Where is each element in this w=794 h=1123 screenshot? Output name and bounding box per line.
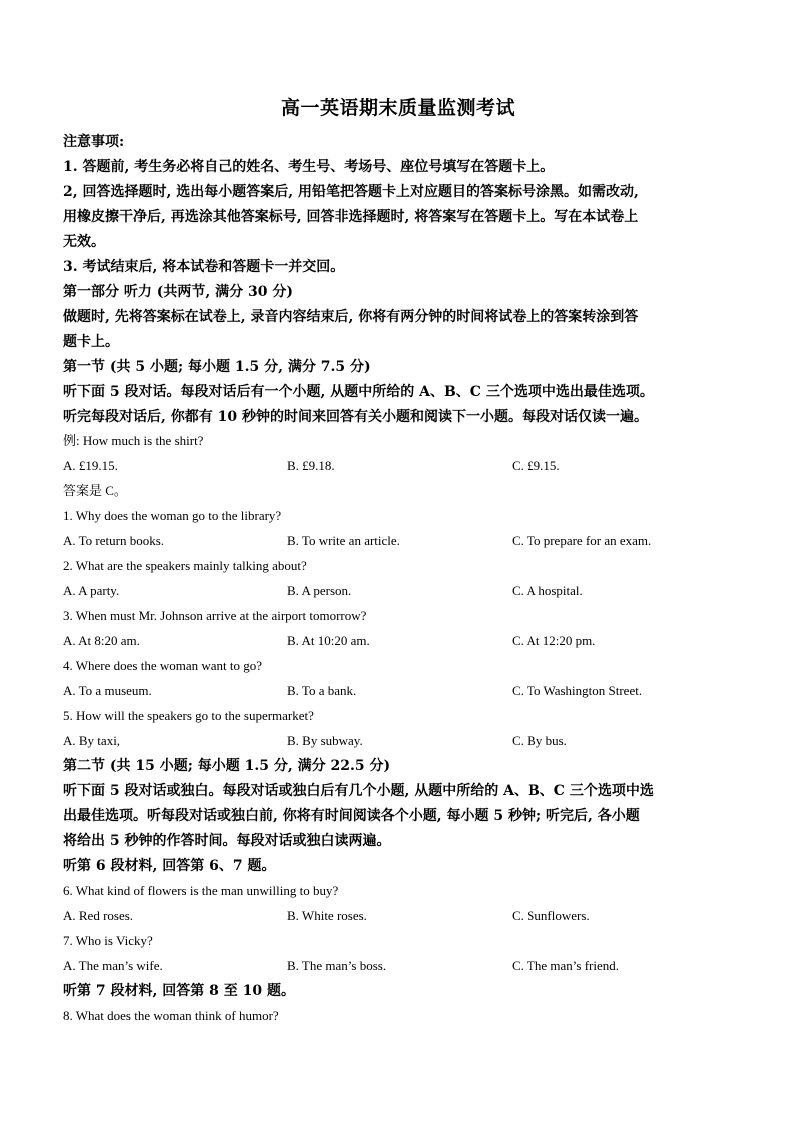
q5-option-a: A. By taxi, — [63, 733, 121, 748]
question-5: 5. How will the speakers go to the supermarket? — [63, 708, 314, 723]
question-1: 1. Why does the woman go to the library? — [63, 508, 282, 523]
q6-option-c: C. Sunflowers. — [512, 908, 590, 923]
q3-option-a: A. At 8:20 am. — [63, 633, 140, 648]
q7-option-c: C. The man’s friend. — [512, 958, 619, 973]
question-7: 7. Who is Vicky? — [63, 933, 153, 948]
q5-option-b: B. By subway. — [287, 733, 363, 748]
q2-option-c: C. A hospital. — [512, 583, 583, 598]
note-item-3: 3. 考试结束后, 将本试卷和答题卡一并交回。 — [63, 259, 345, 275]
example-option-c: C. £9.15. — [512, 458, 560, 473]
q1-option-c: C. To prepare for an exam. — [512, 533, 652, 548]
part1-intro-line-2: 题卡上。 — [63, 334, 119, 350]
q2-option-b: B. A person. — [287, 583, 352, 598]
q4-option-a: A. To a museum. — [63, 683, 152, 698]
material-7-heading: 听第 7 段材料, 回答第 8 至 10 题。 — [63, 983, 295, 999]
question-4: 4. Where does the woman want to go? — [63, 658, 263, 673]
page-title: 高一英语期末质量监测考试 — [280, 97, 515, 119]
part1-heading: 第一部分 听力 (共两节, 满分 30 分) — [63, 284, 293, 300]
example-answer: 答案是 C。 — [63, 483, 127, 498]
q5-option-c: C. By bus. — [512, 733, 567, 748]
note-item-1: 1. 答题前, 考生务必将自己的姓名、考生号、考场号、座位号填写在答题卡上。 — [63, 159, 555, 175]
question-8: 8. What does the woman think of humor? — [63, 1008, 279, 1023]
section1-instruction-line-1: 听下面 5 段对话。每段对话后有一个小题, 从题中所给的 A、B、C 三个选项中选出最佳选项。 — [63, 384, 654, 400]
part1-intro-line-1: 做题时, 先将答案标在试卷上, 录音内容结束后, 你将有两分钟的时间将试卷上的答案转涂到答 — [63, 309, 639, 325]
notes-heading: 注意事项: — [63, 134, 125, 150]
example-question: 例: How much is the shirt? — [63, 433, 204, 448]
note-item-2-line-2: 用橡皮擦干净后, 再选涂其他答案标号, 回答非选择题时, 将答案写在答题卡上。写在本试卷上 — [63, 209, 639, 225]
question-6: 6. What kind of flowers is the man unwilling to buy? — [63, 883, 339, 898]
section2-heading: 第二节 (共 15 小题; 每小题 1.5 分, 满分 22.5 分) — [63, 758, 391, 774]
section1-heading: 第一节 (共 5 小题; 每小题 1.5 分, 满分 7.5 分) — [63, 359, 371, 375]
section2-instruction-line-3: 将给出 5 秒钟的作答时间。每段对话或独白读两遍。 — [63, 833, 391, 849]
q3-option-c: C. At 12:20 pm. — [512, 633, 596, 648]
q2-option-a: A. A party. — [63, 583, 120, 598]
material-6-heading: 听第 6 段材料, 回答第 6、7 题。 — [63, 858, 276, 874]
question-2: 2. What are the speakers mainly talking about? — [63, 558, 307, 573]
q7-option-b: B. The man’s boss. — [287, 958, 387, 973]
example-option-b: B. £9.18. — [287, 458, 335, 473]
q1-option-a: A. To return books. — [63, 533, 165, 548]
section2-instruction-line-1: 听下面 5 段对话或独白。每段对话或独白后有几个小题, 从题中所给的 A、B、C 三个选项中选 — [63, 783, 654, 799]
note-item-2-line-1: 2, 回答选择题时, 选出每小题答案后, 用铅笔把答题卡上对应题目的答案标号涂黑。如需改动, — [63, 184, 639, 200]
question-3: 3. When must Mr. Johnson arrive at the airport tomorrow? — [63, 608, 367, 623]
q4-option-b: B. To a bank. — [287, 683, 357, 698]
q6-option-b: B. White roses. — [287, 908, 367, 923]
section2-instruction-line-2: 出最佳选项。听每段对话或独白前, 你将有时间阅读各个小题, 每小题 5 秒钟; 听完后, 各小题 — [63, 808, 640, 824]
q1-option-b: B. To write an article. — [287, 533, 400, 548]
q4-option-c: C. To Washington Street. — [512, 683, 643, 698]
example-option-a: A. £19.15. — [63, 458, 118, 473]
note-item-2-line-3: 无效。 — [63, 234, 105, 250]
q3-option-b: B. At 10:20 am. — [287, 633, 370, 648]
q6-option-a: A. Red roses. — [63, 908, 134, 923]
q7-option-a: A. The man’s wife. — [63, 958, 163, 973]
section1-instruction-line-2: 听完每段对话后, 你都有 10 秒钟的时间来回答有关小题和阅读下一小题。每段对话仅读一遍。 — [63, 409, 648, 425]
